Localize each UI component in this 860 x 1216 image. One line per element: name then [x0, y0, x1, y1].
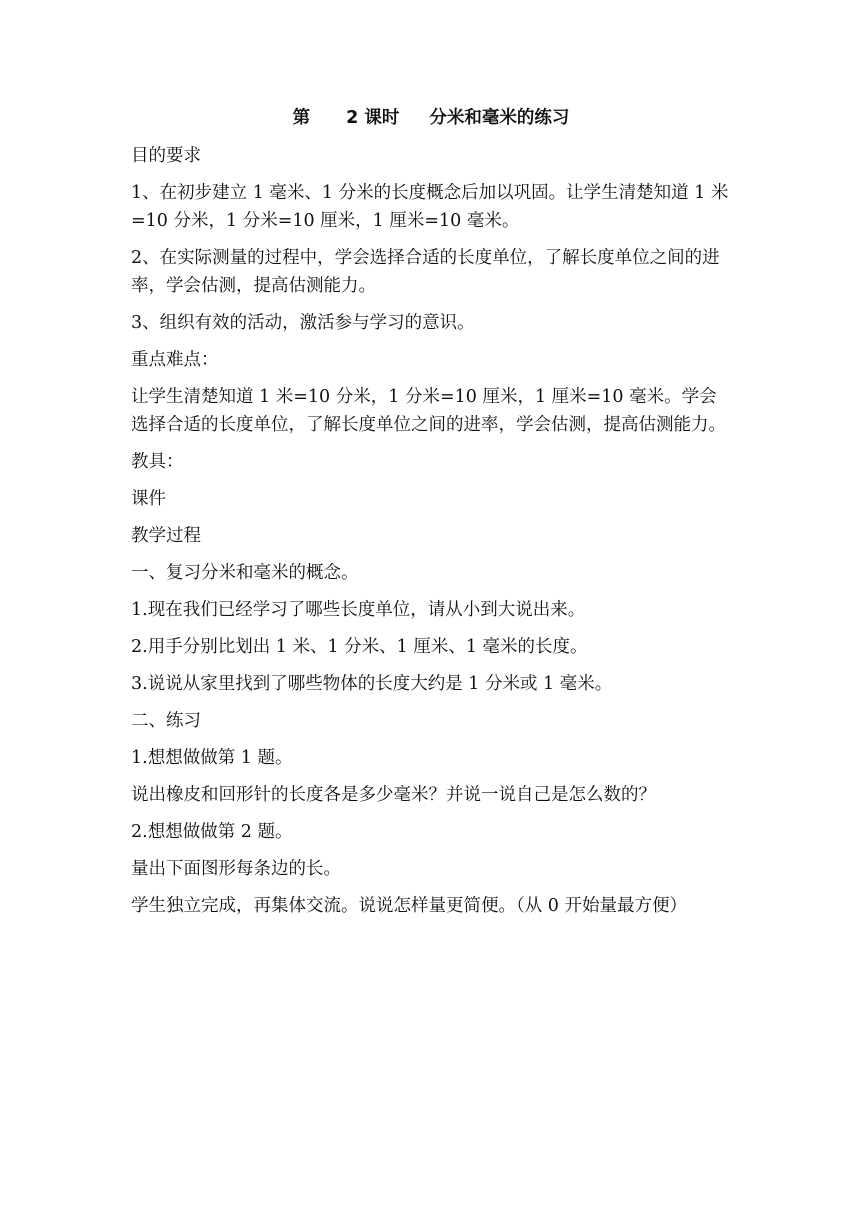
exercise-detail: 量出下面图形每条边的长。 [131, 859, 341, 879]
key-points-text: 让学生清楚知道 1 米=10 分米，1 分米=10 厘米，1 厘米=10 毫米。学会选择合适的长度单位，了解长度单位之间的进率，学会估测，提高估测能力。 [131, 387, 726, 435]
lesson-title-topic: 分米和毫米的练习 [429, 108, 570, 128]
objective-item: 1、在初步建立 1 毫米、1 分米的长度概念后加以巩固。让学生清楚知道 1 米=10 分米，1 分米=10 厘米，1 厘米=10 毫米。 [131, 183, 729, 231]
section-heading-key-points: 重点难点： [131, 350, 219, 370]
exercise-item: 1.想想做做第 1 题。 [131, 748, 293, 768]
lesson-title [131, 100, 731, 136]
process-step: 3.说说从家里找到了哪些物体的长度大约是 1 分米或 1 毫米。 [131, 674, 613, 694]
lesson-title-number: 2 课时 [346, 108, 400, 128]
section-heading-teaching-aids: 教具： [131, 452, 184, 472]
exercise-detail: 学生独立完成，再集体交流。说说怎样量更简便。（从 0 开始量最方便） [131, 896, 688, 916]
process-step: 2.用手分别比划出 1 米、1 分米、1 厘米、1 毫米的长度。 [131, 637, 588, 657]
objective-item: 3、组织有效的活动，激活参与学习的意识。 [131, 313, 475, 333]
section-heading-process: 教学过程 [131, 526, 201, 546]
objective-item: 2、在实际测量的过程中，学会选择合适的长度单位，了解长度单位之间的进率，学会估测，提高估测能力。 [131, 248, 720, 296]
document-body [131, 100, 731, 929]
process-step: 1.现在我们已经学习了哪些长度单位，请从小到大说出来。 [131, 600, 586, 620]
exercise-detail: 说出橡皮和回形针的长度各是多少毫米？并说一说自己是怎么数的？ [131, 785, 656, 805]
lesson-title-prefix: 第 [292, 108, 311, 128]
exercise-item: 2.想想做做第 2 题。 [131, 822, 293, 842]
process-subheading: 二、练习 [131, 711, 201, 731]
process-subheading: 一、复习分米和毫米的概念。 [131, 563, 359, 583]
teaching-aids-text: 课件 [131, 489, 166, 509]
section-heading-objectives: 目的要求 [131, 146, 201, 166]
